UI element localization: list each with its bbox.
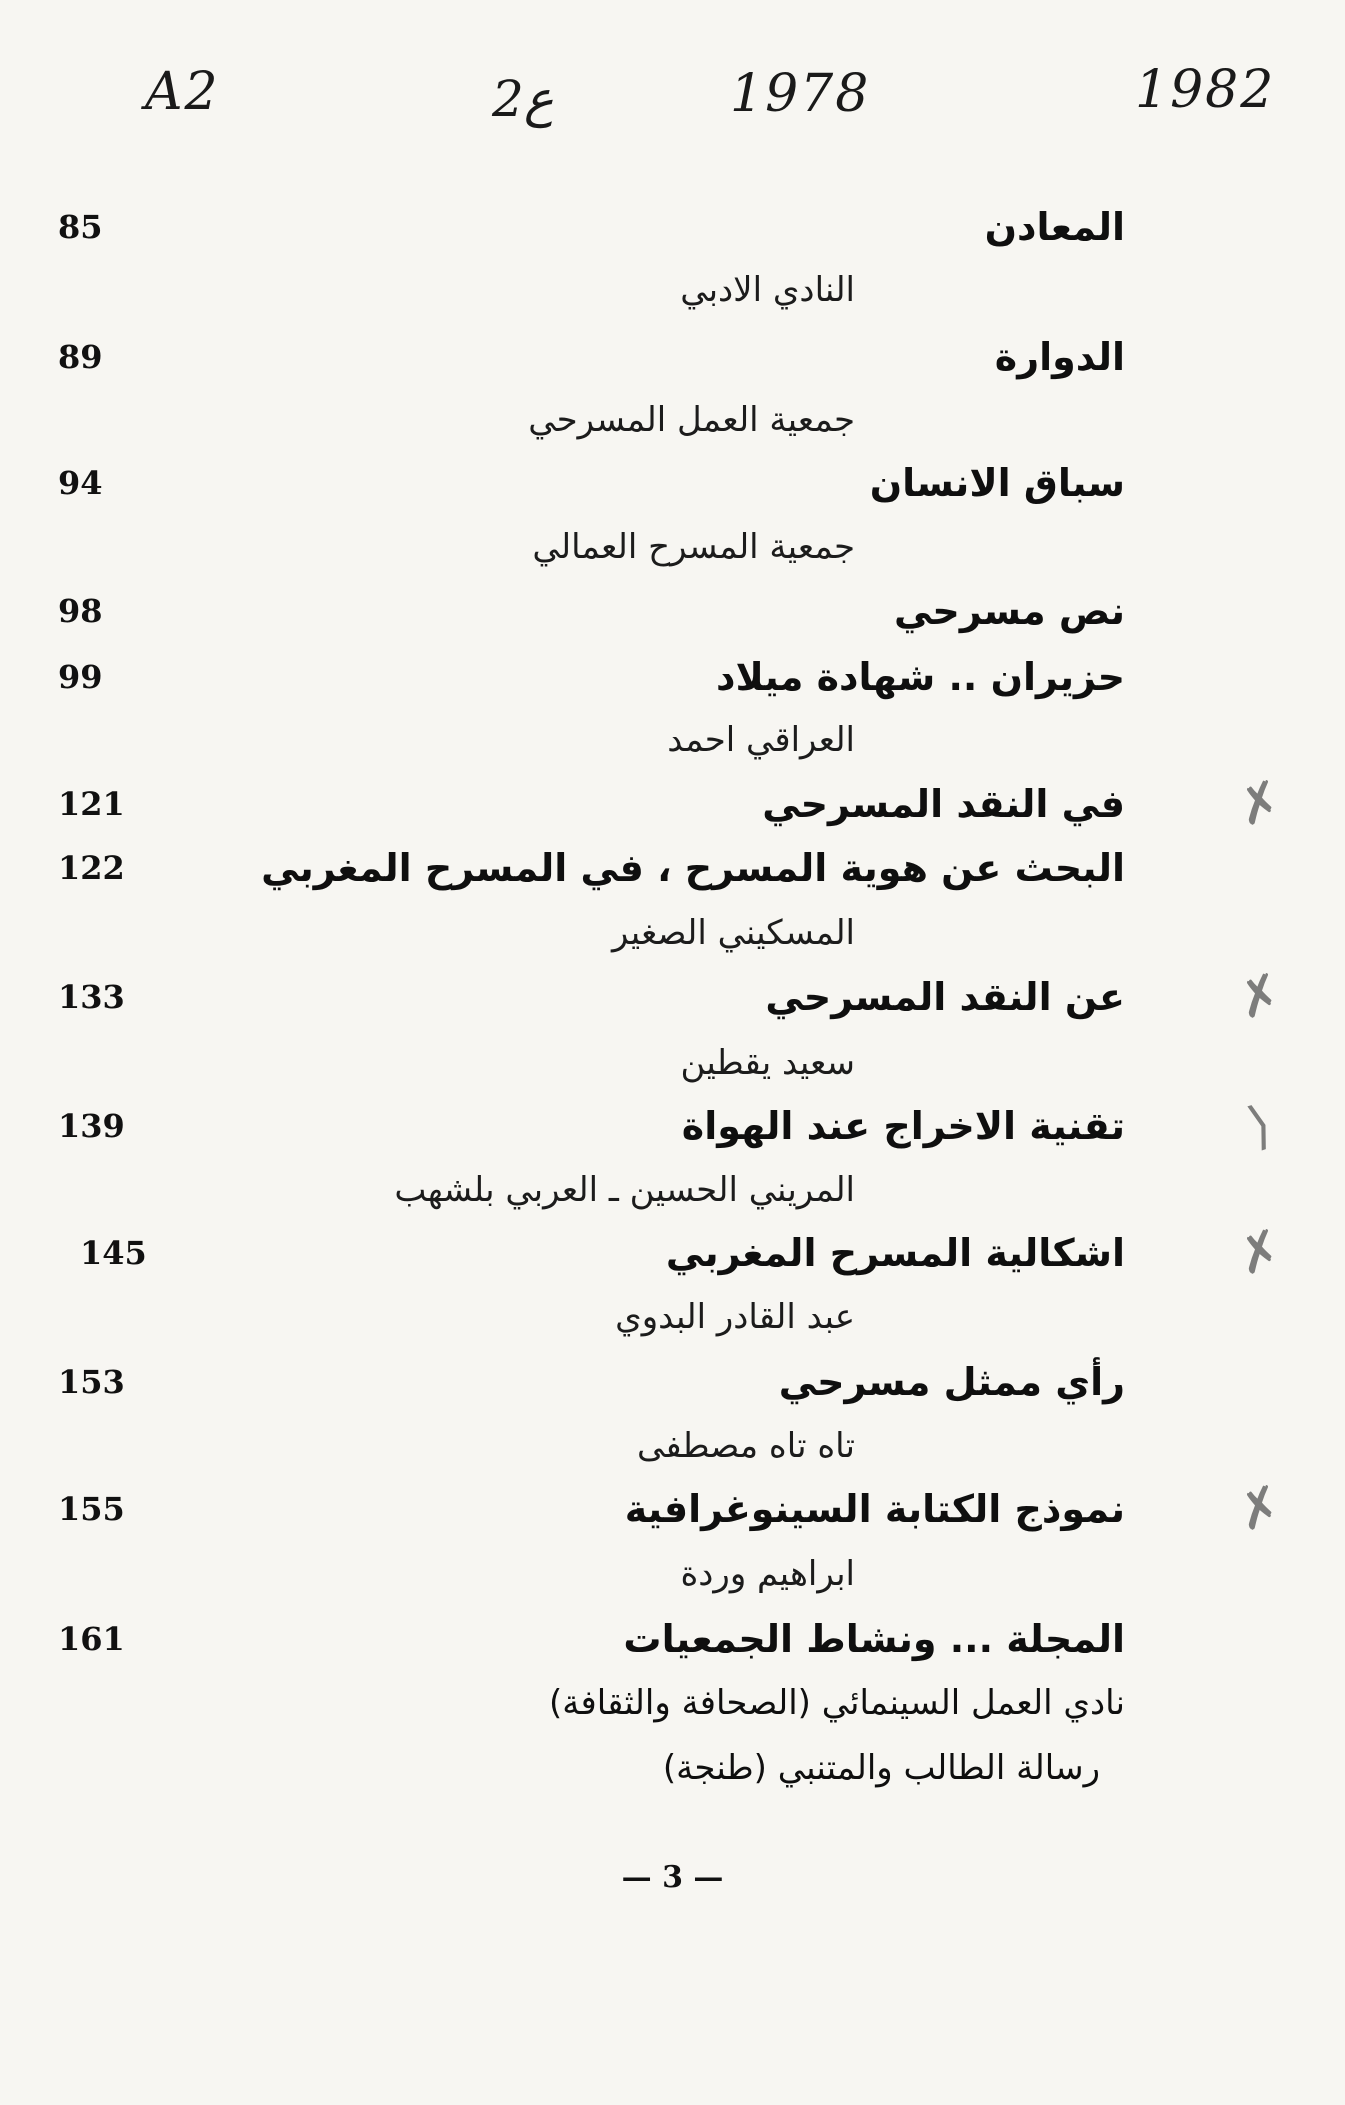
toc-author: النادي الادبي: [680, 270, 855, 310]
toc-row: [0, 1033, 1345, 1093]
toc-row: [0, 1609, 1345, 1669]
toc-row: [0, 1738, 1345, 1798]
toc-page-number: 85: [58, 208, 103, 246]
toc-author: سعيد يقطين: [680, 1043, 855, 1083]
margin-check-mark-icon: ✗: [1229, 961, 1290, 1033]
toc-author: المريني الحسين ـ العربي بلشهب: [394, 1170, 855, 1210]
toc-row: [0, 453, 1345, 513]
toc-page-number: 155: [58, 1490, 125, 1528]
toc-row: [0, 517, 1345, 577]
toc-page-number: 133: [58, 978, 125, 1016]
toc-row: [0, 1352, 1345, 1412]
toc-author: جمعية المسرح العمالي: [532, 527, 855, 567]
toc-row: [0, 647, 1345, 707]
margin-check-mark-icon: ✗: [1229, 768, 1290, 840]
toc-row: [0, 1673, 1345, 1733]
toc-page-number: 98: [58, 592, 103, 630]
margin-check-mark-icon: ⟩: [1241, 1094, 1279, 1158]
toc-page-number: 161: [58, 1620, 125, 1658]
toc-row: [0, 1473, 1345, 1545]
page-number: 3: [662, 1860, 683, 1895]
toc-row: [0, 327, 1345, 387]
margin-check-mark-icon: ✗: [1229, 1217, 1290, 1289]
toc-title: عن النقد المسرحي: [765, 975, 1125, 1019]
toc-page-number: 122: [58, 849, 125, 887]
toc-page-number: 89: [58, 338, 103, 376]
toc-title: رأي ممثل مسرحي: [778, 1360, 1125, 1404]
toc-title: اشكالية المسرح المغربي: [665, 1231, 1125, 1275]
toc-author: ابراهيم وردة: [680, 1554, 855, 1594]
toc-author: تاه تاه مصطفى: [636, 1426, 855, 1466]
toc-title: سباق الانسان: [869, 461, 1125, 505]
toc-row: [0, 903, 1345, 963]
page-footer: — 3 —: [621, 1860, 724, 1895]
toc-page-number: 121: [58, 785, 125, 823]
toc-row: [0, 197, 1345, 257]
toc-row: [0, 1416, 1345, 1476]
toc-row: [0, 581, 1345, 641]
handwritten-mark-c: 1978: [730, 64, 871, 124]
toc-row: [0, 1544, 1345, 1604]
toc-title: المعادن: [984, 205, 1125, 249]
toc-author: المسكيني الصغير: [612, 913, 855, 953]
toc-title: تقنية الاخراج عند الهواة: [681, 1104, 1125, 1148]
toc-author: جمعية العمل المسرحي: [528, 400, 855, 440]
toc-page-number: 145: [80, 1234, 147, 1272]
toc-row: [0, 390, 1345, 450]
handwritten-mark-b: 2ع: [492, 70, 554, 128]
toc-row: [0, 1287, 1345, 1347]
toc-author: العراقي احمد: [667, 720, 855, 760]
toc-title: البحث عن هوية المسرح ، في المسرح المغربي: [261, 846, 1125, 890]
margin-check-mark-icon: ✗: [1229, 1473, 1290, 1545]
toc-page-number: 99: [58, 658, 103, 696]
toc-title: حزيران .. شهادة ميلاد: [715, 655, 1125, 699]
toc-row: [0, 1160, 1345, 1220]
toc-page-number: 94: [58, 464, 103, 502]
toc-title: نموذج الكتابة السينوغرافية: [624, 1487, 1125, 1531]
toc-title: المجلة ... ونشاط الجمعيات: [623, 1617, 1125, 1661]
toc-page-number: 153: [58, 1363, 125, 1401]
toc-row: [0, 260, 1345, 320]
toc-subentry: نادي العمل السينمائي (الصحافة والثقافة): [548, 1683, 1125, 1723]
handwritten-mark-d: 1982: [1135, 60, 1276, 120]
toc-row: [0, 1217, 1345, 1289]
toc-row: [0, 838, 1345, 898]
toc-title: نص مسرحي: [893, 589, 1125, 633]
toc-subentry: رسالة الطالب والمتنبي (طنجة): [662, 1748, 1100, 1788]
toc-author: عبد القادر البدوي: [615, 1297, 855, 1337]
toc-title: في النقد المسرحي: [762, 782, 1125, 826]
toc-title: الدوارة: [994, 335, 1125, 379]
toc-row: [0, 961, 1345, 1033]
toc-row: [0, 1096, 1345, 1156]
handwritten-mark-a: A2: [145, 62, 220, 122]
toc-row: [0, 710, 1345, 770]
toc-row: [0, 768, 1345, 840]
toc-page-number: 139: [58, 1107, 125, 1145]
